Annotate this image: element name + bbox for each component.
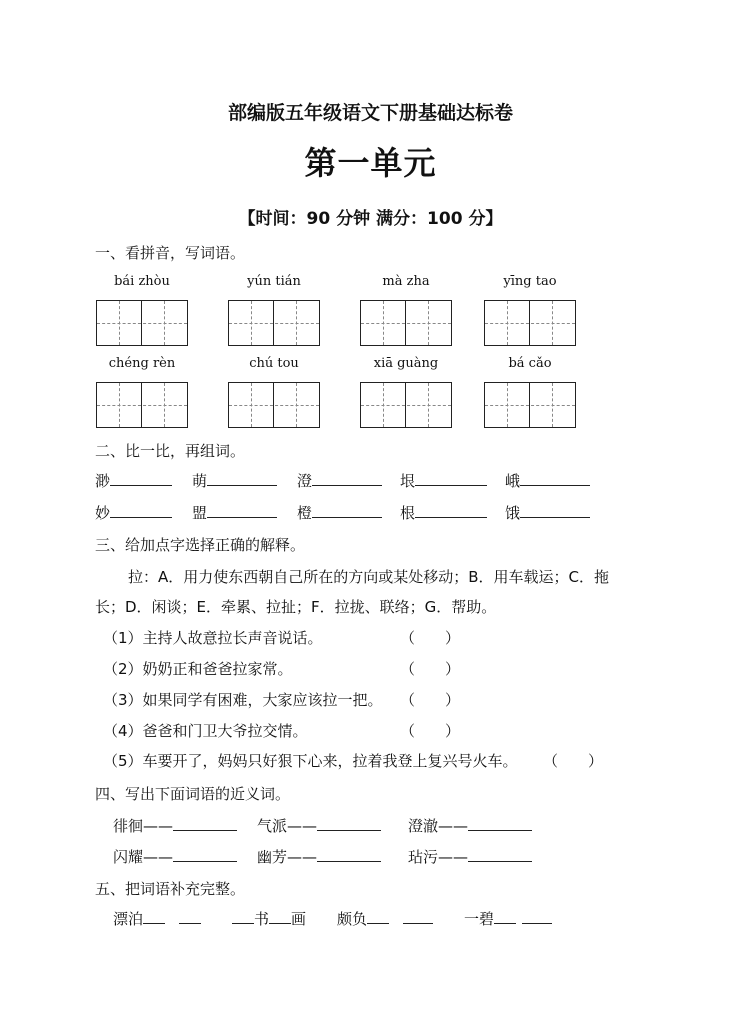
compare-char: 根 bbox=[400, 504, 416, 522]
writing-grid[interactable] bbox=[228, 382, 320, 428]
answer-blank[interactable] bbox=[110, 503, 172, 518]
answer-blank[interactable] bbox=[317, 816, 381, 831]
synonym-item bbox=[257, 846, 381, 867]
answer-blank[interactable] bbox=[468, 816, 532, 831]
definition-line: 长；D．闲谈；E．牵累、拉扯；F．拉拢、联络；G．帮助。 bbox=[95, 598, 497, 616]
answer-blank[interactable] bbox=[173, 847, 237, 862]
synonym-word: 玷污—— bbox=[408, 848, 469, 866]
answer-paren[interactable]: （ ） bbox=[400, 691, 461, 709]
synonym-item bbox=[113, 815, 237, 836]
answer-blank[interactable] bbox=[312, 471, 382, 486]
pinyin-label: yīng tao bbox=[503, 274, 557, 289]
compare-item bbox=[505, 502, 590, 523]
synonym-item bbox=[408, 846, 532, 867]
answer-blank[interactable] bbox=[269, 909, 291, 924]
section3-heading: 三、给加点字选择正确的解释。 bbox=[95, 536, 306, 554]
compare-char: 妙 bbox=[95, 504, 111, 522]
question-item: （5）车要开了，妈妈只好狠下心来，拉着我登上复兴号火车。 bbox=[103, 752, 518, 770]
synonym-item bbox=[257, 815, 381, 836]
answer-blank[interactable] bbox=[110, 471, 172, 486]
answer-paren[interactable]: （ ） bbox=[543, 752, 604, 770]
compare-item bbox=[297, 470, 382, 491]
answer-blank[interactable] bbox=[520, 471, 590, 486]
compare-char: 垠 bbox=[400, 472, 416, 490]
compare-item bbox=[400, 502, 487, 523]
section2-heading: 二、比一比，再组词。 bbox=[95, 442, 246, 460]
answer-blank[interactable] bbox=[143, 909, 165, 924]
answer-blank[interactable] bbox=[173, 816, 237, 831]
compare-item bbox=[95, 470, 172, 491]
question-item: （4）爸爸和门卫大爷拉交情。 bbox=[103, 722, 308, 740]
writing-grid[interactable] bbox=[484, 300, 576, 346]
idiom-item bbox=[232, 908, 306, 929]
compare-char: 萌 bbox=[192, 472, 208, 490]
idiom-item bbox=[464, 908, 552, 929]
pinyin-label: chú tou bbox=[249, 356, 299, 371]
answer-paren[interactable]: （ ） bbox=[400, 722, 461, 740]
pinyin-label: bái zhòu bbox=[114, 274, 170, 289]
section5-heading: 五、把词语补充完整。 bbox=[95, 880, 246, 898]
answer-blank[interactable] bbox=[317, 847, 381, 862]
synonym-word: 澄澈—— bbox=[408, 817, 469, 835]
writing-grid[interactable] bbox=[228, 300, 320, 346]
compare-item bbox=[400, 470, 487, 491]
synonym-word: 闪耀—— bbox=[113, 848, 174, 866]
compare-item bbox=[297, 502, 382, 523]
idiom-text: 颇负 bbox=[337, 910, 368, 928]
answer-blank[interactable] bbox=[312, 503, 382, 518]
answer-blank[interactable] bbox=[468, 847, 532, 862]
section1-heading: 一、看拼音，写词语。 bbox=[95, 244, 246, 262]
pinyin-label: yún tián bbox=[247, 274, 301, 289]
idiom-text: 书 bbox=[254, 910, 270, 928]
synonym-word: 徘徊—— bbox=[113, 817, 174, 835]
question-item: （2）奶奶正和爸爸拉家常。 bbox=[103, 660, 293, 678]
compare-char: 澄 bbox=[297, 472, 313, 490]
answer-blank[interactable] bbox=[522, 909, 552, 924]
question-item: （1）主持人故意拉长声音说话。 bbox=[103, 629, 323, 647]
synonym-item bbox=[408, 815, 532, 836]
answer-blank[interactable] bbox=[415, 471, 487, 486]
compare-item bbox=[192, 502, 277, 523]
synonym-word: 气派—— bbox=[257, 817, 318, 835]
definition-line: 拉：A．用力使东西朝自己所在的方向或某处移动；B．用车载运；C．拖 bbox=[128, 568, 610, 586]
answer-blank[interactable] bbox=[207, 503, 277, 518]
writing-grid[interactable] bbox=[360, 382, 452, 428]
pinyin-label: mà zha bbox=[382, 274, 430, 289]
unit-title: 第一单元 bbox=[304, 144, 437, 182]
section4-heading: 四、写出下面词语的近义词。 bbox=[95, 785, 291, 803]
answer-paren[interactable]: （ ） bbox=[400, 629, 461, 647]
answer-blank[interactable] bbox=[520, 503, 590, 518]
answer-blank[interactable] bbox=[179, 909, 201, 924]
answer-blank[interactable] bbox=[232, 909, 254, 924]
answer-blank[interactable] bbox=[403, 909, 433, 924]
pinyin-label: bá cǎo bbox=[508, 356, 552, 371]
idiom-text: 一碧 bbox=[464, 910, 495, 928]
compare-char: 饿 bbox=[505, 504, 521, 522]
answer-blank[interactable] bbox=[415, 503, 487, 518]
answer-blank[interactable] bbox=[207, 471, 277, 486]
idiom-item bbox=[113, 908, 201, 929]
compare-char: 盟 bbox=[192, 504, 208, 522]
compare-char: 渺 bbox=[95, 472, 111, 490]
idiom-item bbox=[337, 908, 433, 929]
synonym-item bbox=[113, 846, 237, 867]
synonym-word: 幽芳—— bbox=[257, 848, 318, 866]
idiom-text: 画 bbox=[291, 910, 307, 928]
answer-blank[interactable] bbox=[367, 909, 389, 924]
answer-blank[interactable] bbox=[494, 909, 516, 924]
writing-grid[interactable] bbox=[96, 382, 188, 428]
compare-item bbox=[95, 502, 172, 523]
pinyin-label: xiā guàng bbox=[373, 356, 439, 371]
writing-grid[interactable] bbox=[360, 300, 452, 346]
question-item: （3）如果同学有困难，大家应该拉一把。 bbox=[103, 691, 383, 709]
answer-paren[interactable]: （ ） bbox=[400, 660, 461, 678]
compare-item bbox=[505, 470, 590, 491]
compare-char: 峨 bbox=[505, 472, 521, 490]
idiom-text: 漂泊 bbox=[113, 910, 144, 928]
writing-grid[interactable] bbox=[96, 300, 188, 346]
writing-grid[interactable] bbox=[484, 382, 576, 428]
pinyin-label: chéng rèn bbox=[108, 356, 176, 371]
time-info: 【时间：90 分钟 满分：100 分】 bbox=[238, 209, 503, 229]
compare-char: 橙 bbox=[297, 504, 313, 522]
compare-item bbox=[192, 470, 277, 491]
exam-subtitle: 部编版五年级语文下册基础达标卷 bbox=[227, 102, 513, 124]
